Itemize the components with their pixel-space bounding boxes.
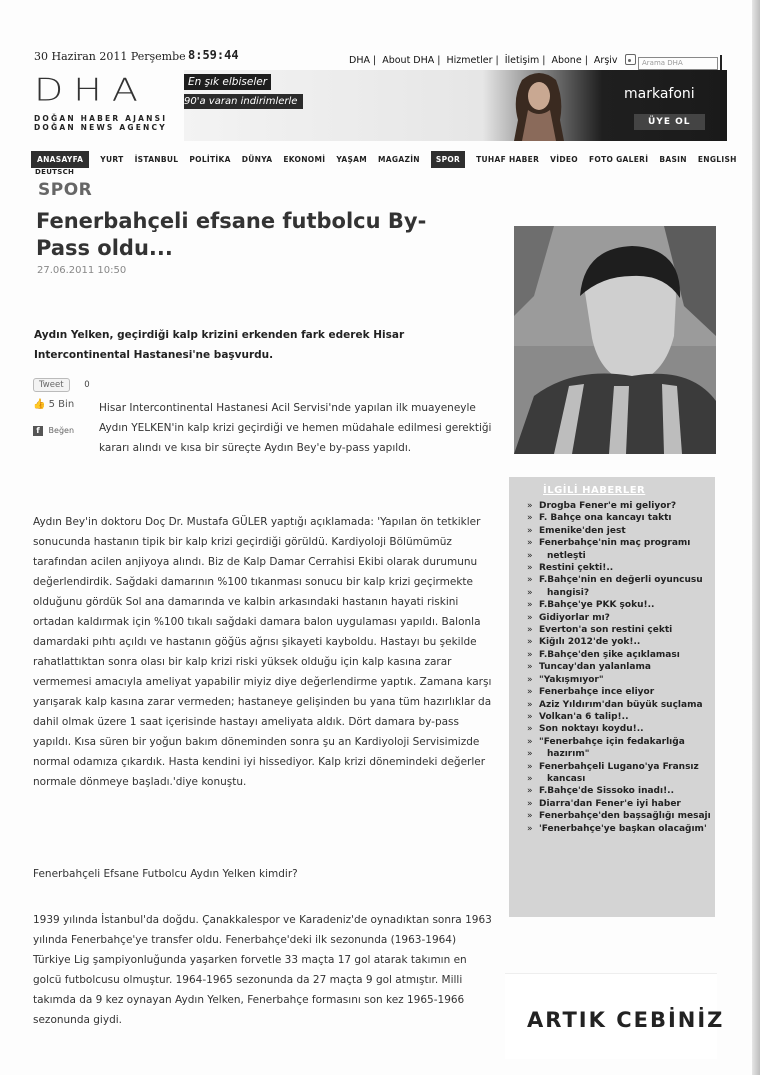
related-news-item[interactable]: » Fenerbahçe'den başsağlığı mesajı bbox=[519, 810, 715, 822]
logo-subtitle-en: DOĞAN NEWS AGENCY bbox=[34, 123, 167, 132]
thumbs-up-icon: 👍 bbox=[33, 399, 46, 410]
related-news-item[interactable]: » Fenerbahçeli Lugano'ya Fransız bbox=[519, 761, 715, 773]
related-news-item[interactable]: » 'Fenerbahçe'ye başkan olacağım' bbox=[519, 823, 715, 835]
top-link-contact[interactable]: İletişim bbox=[504, 55, 540, 66]
facebook-like-label: Beğen bbox=[48, 426, 75, 435]
nav-foto-galeri[interactable]: FOTO GALERİ bbox=[588, 154, 649, 164]
article-subheading: Fenerbahçeli Efsane Futbolcu Aydın Yelken kimdir? bbox=[33, 868, 298, 880]
related-news-item[interactable]: » F.Bahçe'de Sissoko inadı!.. bbox=[519, 785, 715, 797]
banner-brand: markafoni bbox=[624, 86, 695, 102]
related-news-item[interactable]: » kancası bbox=[519, 773, 715, 785]
like-count-value: 5 Bin bbox=[48, 399, 75, 410]
related-news-list bbox=[519, 500, 715, 835]
banner-model-image bbox=[504, 70, 574, 141]
banner-headline: En şık elbiseler bbox=[184, 74, 271, 90]
nav-spor[interactable]: SPOR bbox=[431, 151, 465, 168]
nav-ekonomi[interactable]: EKONOMİ bbox=[283, 154, 326, 164]
related-news-item[interactable]: » Tuncay'dan yalanlama bbox=[519, 661, 715, 673]
related-news-box bbox=[509, 477, 715, 917]
article-paragraph-1-text: Hisar Intercontinental Hastanesi Acil Servisi'nde yapılan ilk muayeneyle Aydın YELKEN'in kalp krizi geçirdiği ve hemen müdahale edilmesi gerektiği kararı alındı ve kısa bir süreçte Aydın Bey'e by-pass yapıldı. bbox=[99, 402, 492, 454]
nav-video[interactable]: VİDEO bbox=[550, 154, 578, 164]
bottom-ad-text: ARTIK CEBİNİZ bbox=[527, 1008, 725, 1032]
related-news-item[interactable]: » Diarra'dan Fener'e iyi haber bbox=[519, 798, 715, 810]
search-button[interactable] bbox=[720, 55, 722, 71]
article-title: Fenerbahçeli efsane futbolcu By-Pass oldu... bbox=[36, 209, 427, 260]
top-link-about[interactable]: About DHA bbox=[382, 55, 435, 66]
tweet-widget bbox=[33, 378, 90, 392]
related-news-item[interactable]: » Gidiyorlar mı? bbox=[519, 612, 715, 624]
logo-mark: DHA bbox=[34, 71, 148, 108]
nav-basin[interactable]: BASIN bbox=[659, 154, 687, 164]
banner-ad[interactable] bbox=[184, 70, 727, 141]
related-news-item[interactable]: » Volkan'a 6 talip!.. bbox=[519, 711, 715, 723]
related-news-item[interactable]: » "Yakışmıyor" bbox=[519, 674, 715, 686]
banner-subline: 90'a varan indirimlerle bbox=[184, 94, 303, 109]
current-date: 30 Haziran 2011 Perşembe bbox=[34, 50, 186, 63]
related-news-item[interactable]: » Everton'a son restini çekti bbox=[519, 624, 715, 636]
related-news-item[interactable]: » Fenerbahçe'nin maç programı bbox=[519, 537, 715, 549]
related-news-item[interactable]: » F.Bahçe'nin en değerli oyuncusu bbox=[519, 574, 715, 586]
top-link-services[interactable]: Hizmetler bbox=[446, 55, 493, 66]
top-link-dha[interactable]: DHA bbox=[349, 55, 370, 66]
paper-edge bbox=[752, 0, 760, 1075]
related-news-item[interactable]: » Fenerbahçe ince eliyor bbox=[519, 686, 715, 698]
related-news-item[interactable]: » Emenike'den jest bbox=[519, 525, 715, 537]
related-news-item[interactable]: » hangisi? bbox=[519, 587, 715, 599]
nav-politika[interactable]: POLİTİKA bbox=[189, 154, 231, 164]
related-news-item[interactable]: » F. Bahçe ona kancayı taktı bbox=[519, 512, 715, 524]
nav-english[interactable]: ENGLISH bbox=[697, 154, 737, 164]
top-link-subscribe[interactable]: Abone bbox=[551, 55, 582, 66]
nav-deutsch[interactable]: DEUTSCH bbox=[35, 168, 75, 176]
facebook-icon: f bbox=[33, 426, 43, 436]
related-news-title: İLGİLİ HABERLER bbox=[543, 485, 646, 496]
nav-istanbul[interactable]: İSTANBUL bbox=[134, 154, 179, 164]
article-date: 27.06.2011 10:50 bbox=[37, 265, 127, 276]
nav-home[interactable]: ANASAYFA bbox=[31, 151, 89, 168]
nav-yurt[interactable]: YURT bbox=[100, 154, 124, 164]
top-link-archive[interactable]: Arşiv bbox=[593, 55, 618, 66]
nav-dunya[interactable]: DÜNYA bbox=[241, 154, 273, 164]
related-news-item[interactable]: » F.Bahçe'ye PKK şoku!.. bbox=[519, 599, 715, 611]
related-news-item[interactable]: » Drogba Fener'e mi geliyor? bbox=[519, 500, 715, 512]
related-news-item[interactable]: » Kiğılı 2012'de yok!.. bbox=[519, 636, 715, 648]
tweet-button[interactable]: Tweet bbox=[33, 378, 70, 392]
related-news-item[interactable]: » F.Bahçe'den şike açıklaması bbox=[519, 649, 715, 661]
top-links: DHA | About DHA | Hizmetler | İletişim | Abone | Arşiv bbox=[349, 54, 636, 66]
related-news-item[interactable]: » Aziz Yıldırım'dan büyük suçlama bbox=[519, 699, 715, 711]
main-nav bbox=[31, 149, 748, 176]
related-news-item[interactable]: » "Fenerbahçe için fedakarlığa bbox=[519, 736, 715, 748]
logo-subtitle-tr: DOĞAN HABER AJANSI bbox=[34, 114, 168, 123]
article-paragraph-1 bbox=[33, 398, 495, 458]
tweet-count: 0 bbox=[84, 380, 90, 390]
article-photo bbox=[514, 226, 716, 454]
logo[interactable] bbox=[34, 71, 168, 132]
related-news-item[interactable]: » hazırım" bbox=[519, 748, 715, 760]
related-news-item[interactable]: » netleşti bbox=[519, 550, 715, 562]
article-paragraph-2: Aydın Bey'in doktoru Doç Dr. Mustafa GÜLER yaptığı açıklamada: 'Yapılan ön tetkikler sonucunda hastanın tipik bir kalp krizi geçirdiği görüldü. Kardiyoloji Bölümümüz tarafından acilen anjiyoya alındı. Biz de Kalp Damar Cerrahisi Ekibi olarak durumunu değerlendirdik. Sağdaki damarının %100 tıkanması sonucu bir kalp krizi geçirmekte olduğunu gördük Sol ana damarında ve kalbin arkasındaki hastanın hayati riskini ortadan kaldırmak için %100 tıkalı sağdaki damara balon uygulaması yapıldı. Balonla damardaki pıhtı açıldı ve hastanın göğüs ağrısı şikayeti kayboldu. Hastayı bu şekilde rahatlattıktan sonra olası bir kalp krizi riski yüksek olduğu için kalp kasına zarar vermemesi amacıyla ameliyat yapabilir miyiz diye değerlendirme yaptık. Zamana karşı yarışarak kalp kasına zarar vermeden; hastaneye gelişinden bu yana tüm hazırlıklar da dahil olmak üzere 1 saat içerisinde hastayı ameliyata aldık. Dört damara by-pass yapıldı. Kısa süren bir yoğun bakım döneminden sonra şu an Kardiyoloji Servisimizde normal odamıza çıkardık. Hasta kendini iyi hissediyor. Kalp krizi dönemindeki değerler normale dönmeye başladı.'diye konuştu. bbox=[33, 516, 492, 788]
nav-tuhaf-haber[interactable]: TUHAF HABER bbox=[476, 154, 540, 164]
nav-yasam[interactable]: YAŞAM bbox=[336, 154, 368, 164]
article-lead: Aydın Yelken, geçirdiği kalp krizini erkenden fark ederek Hisar Intercontinental Hastanesi'ne başvurdu. bbox=[34, 329, 405, 361]
section-title: SPOR bbox=[38, 180, 93, 200]
current-time: 8:59:44 bbox=[188, 48, 239, 62]
article-paragraph-4: 1939 yılında İstanbul'da doğdu. Çanakkalespor ve Karadeniz'de oynadıktan sonra 1963 yılında Fenerbahçe'ye transfer oldu. Fenerbahçe'deki ilk sezonunda (1963-1964) Türkiye Lig şampiyonluğunda yaşarken forvetle 33 maçta 17 gol atarak takımın en golcü futbolcusu olmuştur. 1964-1965 sezonunda da 27 maçta 9 gol atmıştır. Milli takımda da 9 kez oynayan Aydın Yelken, Fenerbahçe formasını son kez 1965-1966 sezonunda giydi. bbox=[33, 914, 492, 1026]
related-news-item[interactable]: » Restini çekti!.. bbox=[519, 562, 715, 574]
nav-magazin[interactable]: MAGAZİN bbox=[378, 154, 420, 164]
search-input[interactable]: Arama DHA bbox=[638, 57, 718, 70]
bottom-ad[interactable] bbox=[505, 973, 725, 1059]
rss-icon[interactable] bbox=[625, 54, 636, 65]
banner-signup-button[interactable]: ÜYE OL bbox=[634, 114, 705, 130]
related-news-item[interactable]: » Son noktayı koydu!.. bbox=[519, 723, 715, 735]
